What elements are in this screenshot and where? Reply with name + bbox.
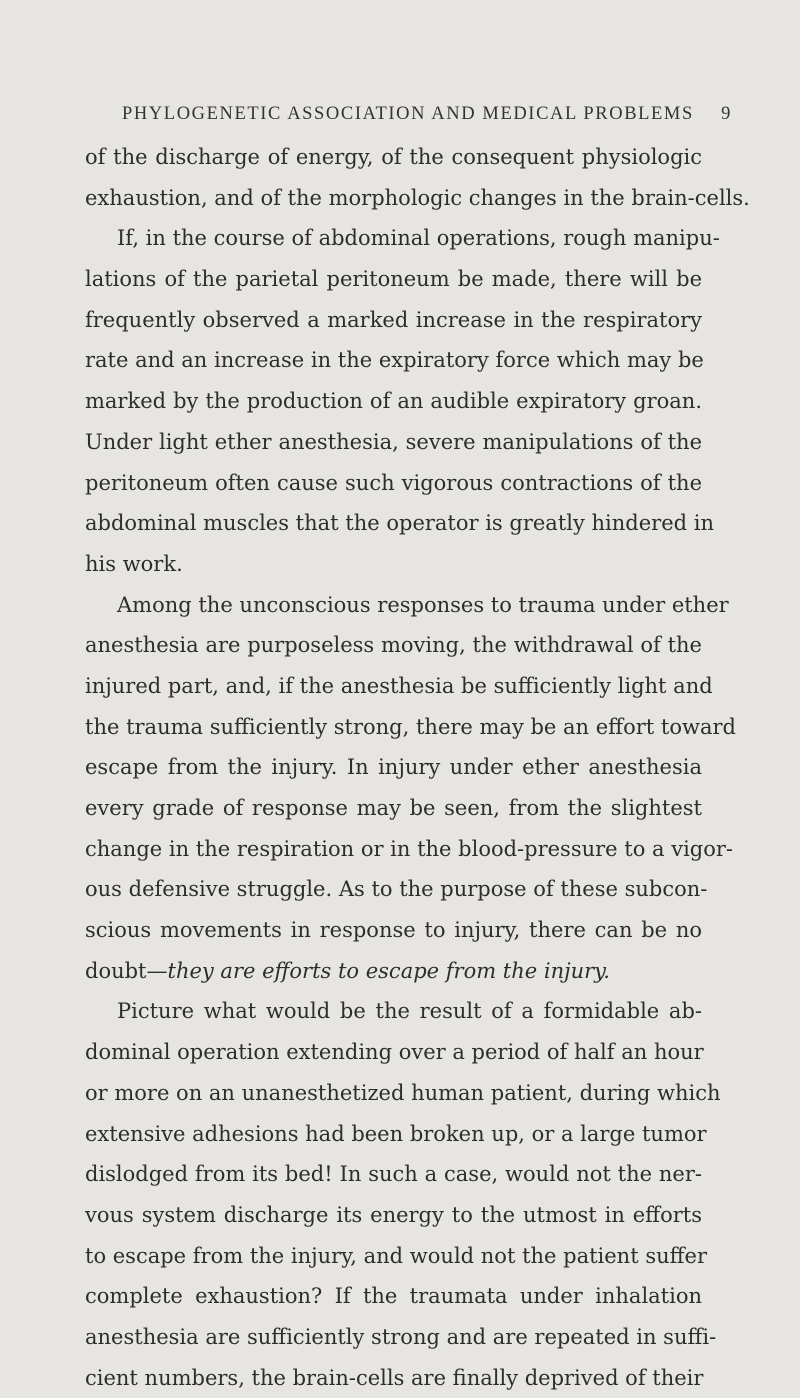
body-text [85,137,750,1398]
text-line: scious movements in response to injury, there can be no [85,918,702,943]
text-line: Picture what would be the result of a formidable ab- [117,999,702,1024]
text-line: or more on an unanesthetized human patient, during which [85,1080,721,1105]
text-line: abdominal muscles that the operator is greatly hindered in [85,511,714,536]
text-line: frequently observed a marked increase in the respiratory [85,307,702,332]
text-line: of the discharge of energy, of the consequent physiologic [85,145,702,169]
text-line: complete exhaustion? If the traumata under inhalation [85,1284,702,1309]
text-line: peritoneum often cause such vigorous contractions of the [85,470,702,495]
text-line: vous system discharge its energy to the utmost in efforts [85,1202,702,1227]
text-line: every grade of response may be seen, from the slightest [85,796,702,820]
text-line: change in the respiration or in the blood-pressure to a vigor- [85,836,734,861]
text-line: to escape from the injury, and would not the patient suffer [85,1243,708,1268]
text-line: injured part, and, if the anesthesia be sufficiently light and [85,673,713,698]
text-line: dislodged from its bed! In such a case, would not the ner- [85,1162,702,1187]
text-line: the trauma sufficiently strong, there may be an effort toward [85,714,736,739]
text-line: his work. [85,551,183,576]
text-line: anesthesia are sufficiently strong and are repeated in suffi- [85,1324,717,1349]
text-line: cient numbers, the brain-cells are finally deprived of their [85,1365,704,1390]
text-line: Among the unconscious responses to trauma under ether [117,592,729,617]
text-line: exhaustion, and of the morphologic changes in the brain-cells. [85,185,750,210]
text-line: rate and an increase in the expiratory force which may be [85,348,704,373]
text-line: anesthesia are purposeless moving, the withdrawal of the [85,633,702,658]
text-run: doubt— [85,958,168,983]
running-title: PHYLOGENETIC ASSOCIATION AND MEDICAL PROBLEMS [122,104,694,124]
text-line: lations of the parietal peritoneum be made, there will be [85,267,702,292]
text-line: ous defensive struggle. As to the purpose of these subcon- [85,877,708,902]
text-line [85,951,702,992]
text-line: dominal operation extending over a period of half an hour [85,1040,704,1065]
text-line: Under light ether anesthesia, severe manipulations of the [85,429,702,454]
page-number: 9 [721,104,732,124]
text-line: If, in the course of abdominal operations, rough manipu- [117,226,720,251]
text-line: escape from the injury. In injury under ether anesthesia [85,755,702,780]
italic-text-run: they are efforts to escape from the injury. [167,958,610,983]
text-line: extensive adhesions had been broken up, or a large tumor [85,1121,707,1146]
text-line: marked by the production of an audible expiratory groan. [85,389,702,414]
